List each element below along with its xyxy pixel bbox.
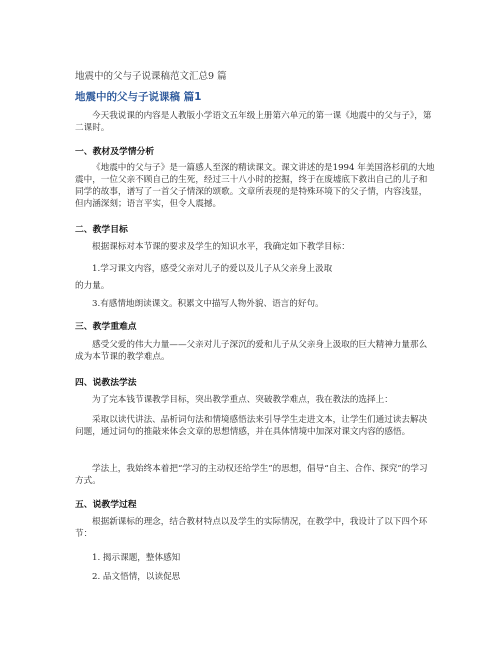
intro-paragraph: 今天我说课的内容是人教版小学语文五年级上册第六单元的第一课《地震中的父与子》，第二课时。 bbox=[75, 111, 432, 133]
document-title: 地震中的父与子说课稿范文汇总9 篇 bbox=[75, 71, 227, 82]
goal-item-1-continued: 的力量。 bbox=[75, 281, 110, 291]
goal-item-3: 3.有感情地朗读课文。积累文中描写人物外貌、语言的好句。 bbox=[92, 299, 324, 309]
paragraph-learning-methods: 学法上，我始终本着把“学习的主动权还给学生”的思想，倡导“自主、合作、探究”的学习方式。 bbox=[75, 464, 428, 486]
heading-key-points: 三、教学重难点 bbox=[75, 322, 137, 332]
process-step-2: 2. 品文悟情，以读促思 bbox=[92, 572, 181, 582]
goal-item-1: 1.学习课文内容，感受父亲对儿子的爱以及儿子从父亲身上汲取 bbox=[92, 264, 333, 274]
heading-methods: 四、说教法学法 bbox=[75, 378, 137, 388]
paragraph-textbook-analysis: 《地震中的父与子》是一篇感人至深的精读课文。课文讲述的是1994 年美国洛杉矶的大地震中，一位父亲不顾自己的生死，经过三十八小时的挖掘，终于在废墟底下救出自己的儿子和同学的故事，谱写了一首父子情深的颂歌。文章所表现的是特殊环境下的父子情，内容浅显，但内涵深刻；语言平实，但令人震撼。 bbox=[75, 163, 435, 209]
paragraph-methods: 为了完本钱节课教学目标，突出教学重点、突破教学难点，我在教法的选择上： bbox=[92, 395, 393, 405]
paragraph-key-points: 感受父爱的伟大力量——父亲对儿子深沉的爱和儿子从父亲身上汲取的巨大精神力量那么成为本节课的教学难点。 bbox=[75, 340, 428, 362]
heading-textbook-analysis: 一、教材及学情分析 bbox=[75, 147, 155, 157]
section-heading: 地震中的父与子说课稿 篇1 bbox=[75, 91, 202, 103]
heading-teaching-goals: 二、教学目标 bbox=[75, 225, 128, 235]
process-step-1: 1. 揭示课题，整体感知 bbox=[92, 553, 181, 563]
paragraph-teaching-process: 根据新课标的理念，结合教材特点以及学生的实际情况，在教学中，我设计了以下四个环节： bbox=[75, 517, 428, 539]
paragraph-method-details: 采取以读代讲法、品析词句法和情境感悟法来引导学生走进文本，让学生们通过读去解决问题，通过词句的推敲来体会文章的思想情感，并在具体情境中加深对课文内容的感悟。 bbox=[75, 415, 428, 437]
heading-teaching-process: 五、说教学过程 bbox=[75, 500, 137, 510]
paragraph-teaching-goals: 根据课标对本节课的要求及学生的知识水平，我确定如下教学目标： bbox=[92, 242, 350, 252]
